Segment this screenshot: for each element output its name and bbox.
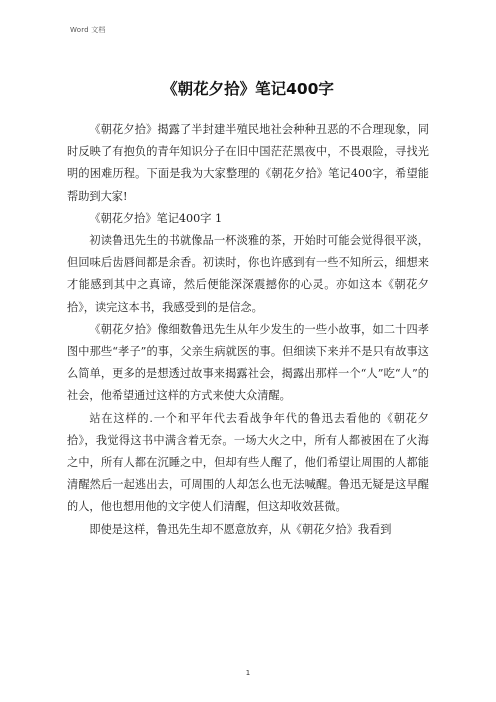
section-heading: 《朝花夕拾》笔记400字 1 bbox=[89, 211, 223, 225]
document-header-label: Word 文档 bbox=[70, 26, 106, 34]
body-paragraph: 《朝花夕拾》像细数鲁迅先生从年少发生的一些小故事，如二十四孝图中那些“孝子”的事，父亲生病就医的事。但细读下来并不是只有故事这么简单，更多的是想透过故事来揭露社会，揭露出那样一个“人”吃“人”的社会，他希望通过这样的方式来使大众清醒。 bbox=[67, 322, 429, 403]
document-title: 《朝花夕拾》笔记400字 bbox=[162, 80, 334, 98]
document-body bbox=[67, 119, 429, 541]
body-paragraph: 即使是这样，鲁迅先生却不愿意放弃，从《朝花夕拾》我看到 bbox=[89, 522, 392, 536]
body-paragraph: 初读鲁迅先生的书就像品一杯淡雅的茶，开始时可能会觉得很平淡，但回味后齿唇间都是余香。初读时，你也许感到有一些不知所云，细想来才能感到其中之真谛，然后便能深深震撼你的心灵。亦如这本《朝花夕拾》，读完这本书，我感受到的是信念。 bbox=[67, 234, 429, 314]
body-paragraph: 站在这样的.一个和平年代去看战争年代的鲁迅去看他的《朝花夕拾》，我觉得这书中满含着无奈。一场大火之中，所有人都被困在了火海之中，所有人都在沉睡之中，但却有些人醒了，他们希望让周围的人都能清醒然后一起逃出去，可周围的人却怎么也无法喊醒。鲁迅无疑是这早醒的人，他也想用他的文字使人们清醒，但这却收效甚微。 bbox=[67, 411, 429, 514]
intro-paragraph: 《朝花夕拾》揭露了半封建半殖民地社会种种丑恶的不合理现象，同时反映了有抱负的青年知识分子在旧中国茫茫黑夜中，不畏艰险，寻找光明的困难历程。下面是我为大家整理的《朝花夕拾》笔记400字，希望能帮助到大家! bbox=[67, 123, 429, 203]
page-number: 1 bbox=[245, 669, 251, 677]
